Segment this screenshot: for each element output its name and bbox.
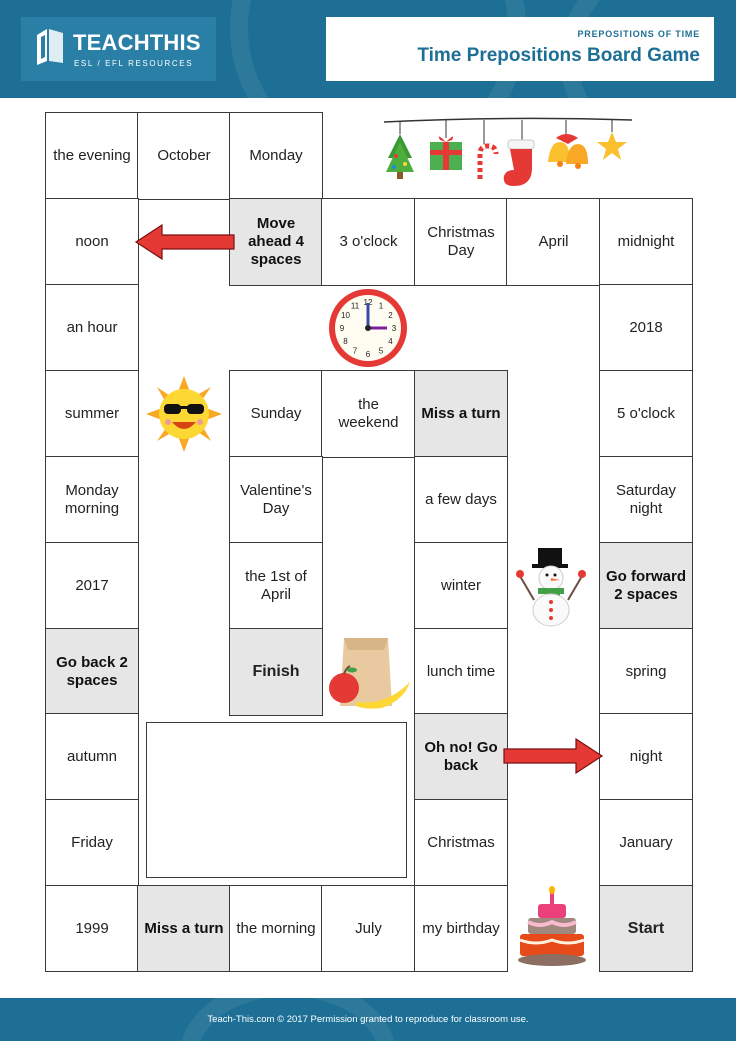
board-cell-3-oclock: 3 o'clock — [321, 198, 416, 286]
board-cell-an-hour: an hour — [45, 284, 139, 372]
snowman-icon — [514, 540, 588, 628]
board-cell-noon: noon — [45, 198, 139, 286]
title-kicker: PREPOSITIONS OF TIME — [577, 29, 700, 39]
board-cell-christmas: Christmas — [414, 799, 508, 887]
board-cell-2017: 2017 — [45, 542, 139, 630]
board-cell-sunday: Sunday — [229, 370, 323, 458]
board-cell-finish: Finish — [229, 628, 323, 716]
footer — [0, 998, 736, 1041]
lunch-bag-icon — [326, 630, 414, 710]
page-title: Time Prepositions Board Game — [417, 45, 700, 66]
board-cell-valentines-day: Valentine's Day — [229, 456, 323, 544]
board-cell-monday-morning: Monday morning — [45, 456, 139, 544]
footer-copyright: Teach-This.com © 2017 Permission granted to reproduce for classroom use. — [207, 1014, 529, 1025]
board-cell-1999: 1999 — [45, 885, 139, 972]
clock-icon — [327, 287, 409, 369]
board-cell-april: April — [506, 198, 601, 286]
logo-title: TEACHTHIS — [73, 30, 201, 55]
red-arrow-left-icon — [134, 223, 236, 261]
board-cell-christmas-day: Christmas Day — [414, 198, 508, 286]
board-cell-move-ahead: Move ahead 4 spaces — [229, 198, 323, 286]
board-cell-a-few-days: a few days — [414, 456, 508, 544]
birthday-cake-icon — [516, 886, 590, 972]
board-cell-start: Start — [599, 885, 693, 972]
board-cell-first-of-april: the 1st of April — [229, 542, 323, 630]
board-cell-miss-turn: Miss a turn — [137, 885, 231, 972]
clock-numeral: 10 — [341, 311, 350, 320]
clock-numeral: 3 — [391, 324, 397, 333]
board-cell-lunch-time: lunch time — [414, 628, 508, 716]
board-cell-friday: Friday — [45, 799, 139, 887]
board-cell-january: January — [599, 799, 693, 887]
board-cell-midnight: midnight — [599, 198, 693, 286]
board-cell-go-forward: Go forward 2 spaces — [599, 542, 693, 630]
clock-numeral: 6 — [365, 350, 371, 359]
board-cell-5-oclock: 5 o'clock — [599, 370, 693, 458]
logo-subtitle: ESL / EFL RESOURCES — [74, 59, 194, 68]
board-cell-july: July — [321, 885, 416, 972]
clock-numeral: 9 — [339, 324, 345, 333]
clock-numeral: 4 — [388, 337, 393, 346]
book-logo-icon — [33, 27, 69, 67]
board-cell-spring: spring — [599, 628, 693, 716]
clock-numeral: 1 — [378, 301, 384, 311]
board-cell-summer: summer — [45, 370, 139, 458]
christmas-garland-icon — [380, 112, 636, 192]
board-cell-night: night — [599, 713, 693, 801]
clock-numeral: 12 — [363, 298, 373, 307]
clock-numeral: 7 — [352, 346, 358, 356]
header — [0, 0, 736, 98]
clock-numeral: 11 — [350, 301, 360, 311]
board-cell-winter: winter — [414, 542, 508, 630]
logo[interactable] — [21, 17, 216, 81]
board-cell-my-birthday: my birthday — [414, 885, 508, 972]
board-cell-saturday-night: Saturday night — [599, 456, 693, 544]
board-cell-2018: 2018 — [599, 284, 693, 372]
title-box — [326, 17, 714, 81]
board-cell-the-morning: the morning — [229, 885, 323, 972]
board-cell-go-back: Go back 2 spaces — [45, 628, 139, 716]
board-cell-october: October — [137, 112, 231, 200]
sun-icon — [144, 374, 224, 454]
blank-box — [146, 722, 407, 878]
board-cell-monday: Monday — [229, 112, 323, 200]
board-cell-autumn: autumn — [45, 713, 139, 801]
clock-numeral: 5 — [378, 346, 384, 356]
red-arrow-right-icon — [502, 737, 604, 775]
clock-numeral: 8 — [343, 337, 348, 346]
clock-numeral: 2 — [388, 311, 393, 320]
board-cell-miss-turn: Miss a turn — [414, 370, 508, 458]
board-cell-the-evening: the evening — [45, 112, 139, 200]
board-cell-oh-no: Oh no! Go back — [414, 713, 508, 801]
board-cell-the-weekend: the weekend — [321, 370, 416, 458]
